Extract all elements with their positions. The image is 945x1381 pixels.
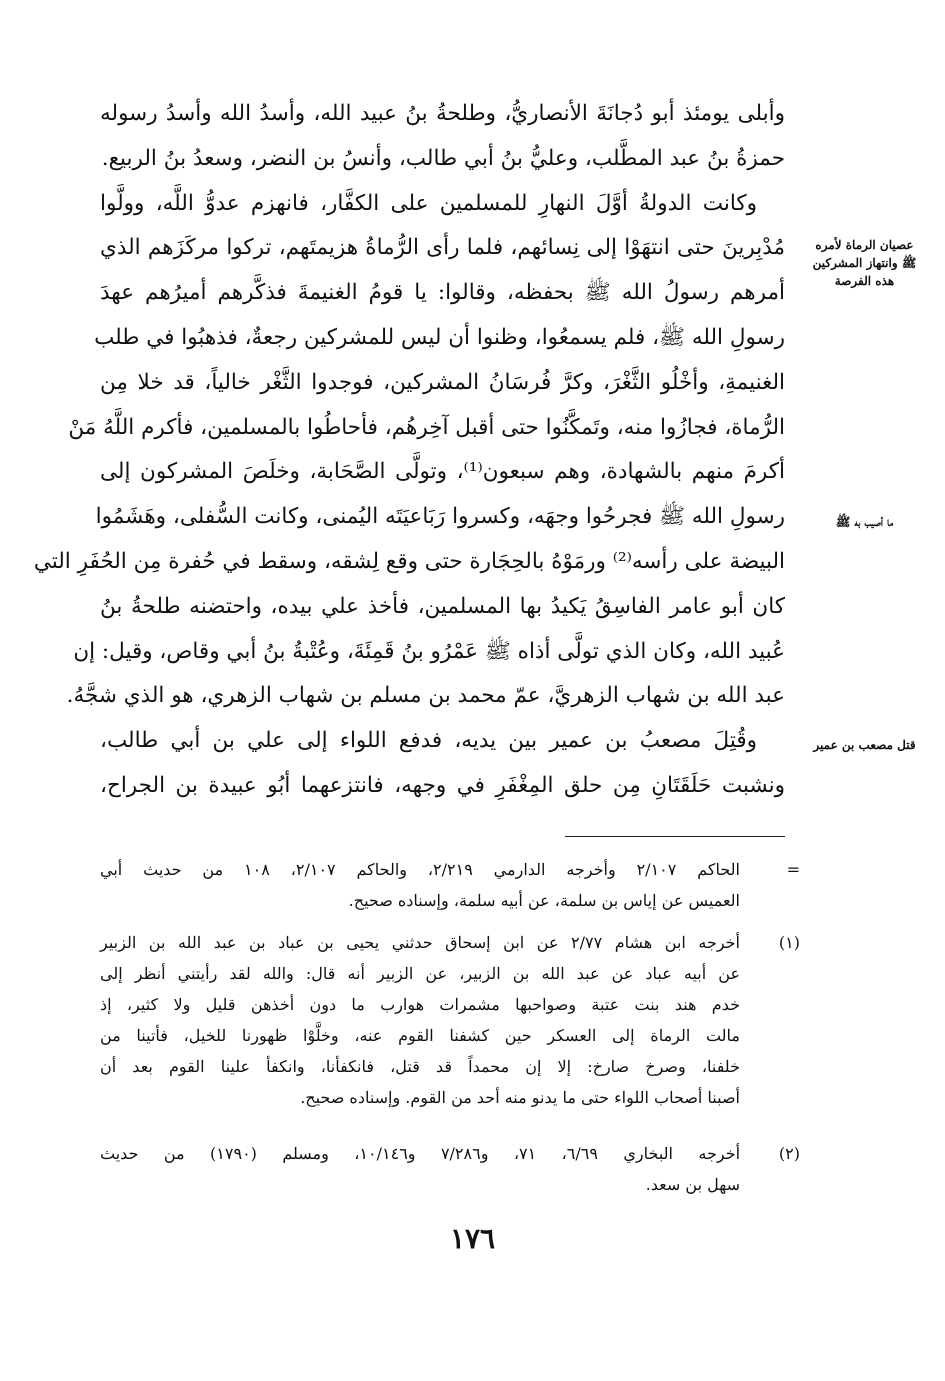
footnote-line: عن أبيه عباد عن عبد الله بن الزبير، عن الزبير أنه قال: والله لقد رأيتني أنظر إلى [100, 964, 740, 983]
page-number: ١٧٦ [449, 1222, 496, 1255]
margin-note-musab-killed: قتل مصعب بن عمير [813, 738, 916, 752]
text-line: الرُّماة، فجازُوا منه، وتَمكَّنُوا حتى أقبل آخِرهُم، فأحاطُوا بالمسلمين، فأكرم اللَّهُ مَنْ [68, 414, 785, 440]
footnote-continuation [100, 854, 800, 916]
text-line: أكرمَ منهم بالشهادة، وهم سبعون⁽¹⁾، وتولَّى الصَّحَابة، وخلَصَ المشركون إلى [100, 459, 785, 485]
footnote-marker: (٢) [778, 1144, 800, 1163]
footnote-marker: (١) [778, 933, 800, 952]
text-line: البيضة على رأسه⁽²⁾ ورمَوْهُ بالحِجَارة حتى وقع لِشقه، وسقط في حُفرة مِن الحُفَرِ التي [33, 548, 785, 574]
text-line: عبد الله بن شهاب الزهريَّ، عمّ محمد بن مسلم بن شهاب الزهري، هو الذي شجَّهُ. [66, 683, 785, 709]
margin-note-archers-disobedience: عصيان الرماة لأمره ﷺ وانتهاز المشركين هذه الفرصة [812, 238, 917, 288]
footnote-line: مالت الرماة إلى العسكر حين كشفنا القوم عنه، وخلَّوْا ظهورنا للخيل، فأتينا من [100, 1026, 740, 1045]
margin-note-prophet-injuries: ما أصيب به ﷺ [835, 515, 894, 529]
text-line: وقُتِلَ مصعبُ بن عمير بين يديه، فدفع اللواء إلى علي بن أبي طالب، [100, 728, 757, 754]
footnote-1 [100, 927, 800, 1113]
footnote-line: أصبنا أصحاب اللواء حتى ما يدنو منه أحد من القوم. وإسناده صحيح. [300, 1088, 740, 1107]
text-line: كان أبو عامر الفاسِقُ يَكيدُ بها المسلمين، فأخذ علي بيده، واحتضنه طلحةُ بنُ [100, 593, 785, 619]
text-line: الغنيمةِ، وأخْلُو الثَّغْرَ، وكرَّ فُرسَانُ المشركين، فوجدوا الثَّغْر خالياً، قد خلا مِن [100, 369, 785, 395]
text-line: مُدْبِرينَ حتى انتهَوْا إلى نِسائهم، فلما رأى الرُّماةُ هزيمتَهم، تركوا مركَزَهم الذي [100, 235, 785, 261]
text-line: رسولِ الله ﷺ، فلم يسمعُوا، وظنوا أن ليس للمشركين رجعةٌ، فذهبُوا في طلب [94, 324, 785, 350]
footnote-line: خلفنا، وصرخ صارخ: إلا إن محمداً قد قتل، فانكفأنا، وانكفأ علينا القوم بعد أن [100, 1057, 740, 1076]
text-line: ونشبت حَلَقَتَانِ مِن حلق المِغْفَرِ في وجهه، فانتزعهما أبُو عبيدة بن الجراح، [100, 772, 785, 798]
text-line: عُبيد الله، وكان الذي تولَّى أذاه ﷺ عَمْرُو بنُ قَمِئَةَ، وعُتْبةُ بنُ أبي وقاص، وقيل: إن [73, 638, 785, 664]
text-line: وأبلى يومئذ أبو دُجانَةَ الأنصاريُّ، وطلحةُ بنُ عبيد الله، وأسدُ الله وأسدُ رسوله [100, 101, 785, 126]
footnote-separator [565, 836, 785, 837]
text-line: رسولِ الله ﷺ فجرحُوا وجهَه، وكسروا رَبَاعيَتَه اليُمنى، وكانت السُّفلى، وهَشَمُوا [95, 504, 785, 530]
footnote-line: أخرجه البخاري ٦/٦٩، ٧١، و٧/٢٨٦ و١٠/١٤٦، ومسلم (١٧٩٠) من حديث [100, 1144, 741, 1163]
footnote-marker: = [786, 860, 800, 879]
text-line: أمرهم رسولُ الله ﷺ بحفظه، وقالوا: يا قومُ الغنيمةَ فذكَّرهم أميرُهم عهدَ [100, 280, 785, 306]
footnote-line: العميس عن إياس بن سلمة، عن أبيه سلمة، وإسناده صحيح. [348, 891, 740, 910]
footnote-2 [100, 1138, 800, 1200]
text-line: وكانت الدولةُ أوَّلَ النهارِ للمسلمين على الكفَّار، فانهزم عدوُّ اللَّه، وولَّوا [100, 190, 757, 216]
footnote-line: خدم هند بنت عتبة وصواحبها مشمرات هوارب ما دون أخذهن قليل ولا كثير، إذ [100, 995, 740, 1014]
main-text [33, 92, 785, 809]
footnote-line: أخرجه ابن هشام ٢/٧٧ عن ابن إسحاق حدثني يحيى بن عباد بن عبد الله بن الزبير [100, 933, 741, 952]
footnote-line: الحاكم ٢/١٠٧ وأخرجه الدارمي ٢/٢١٩، والحاكم ٢/١٠٧، ١٠٨ من حديث أبي [100, 860, 740, 879]
text-line: حمزةُ بنُ عبد المطَّلب، وعليُّ بنُ أبي طالب، وأنسُ بن النضر، وسعدُ بنُ الربيع. [101, 145, 785, 171]
footnote-line: سهل بن سعد. [645, 1175, 740, 1194]
